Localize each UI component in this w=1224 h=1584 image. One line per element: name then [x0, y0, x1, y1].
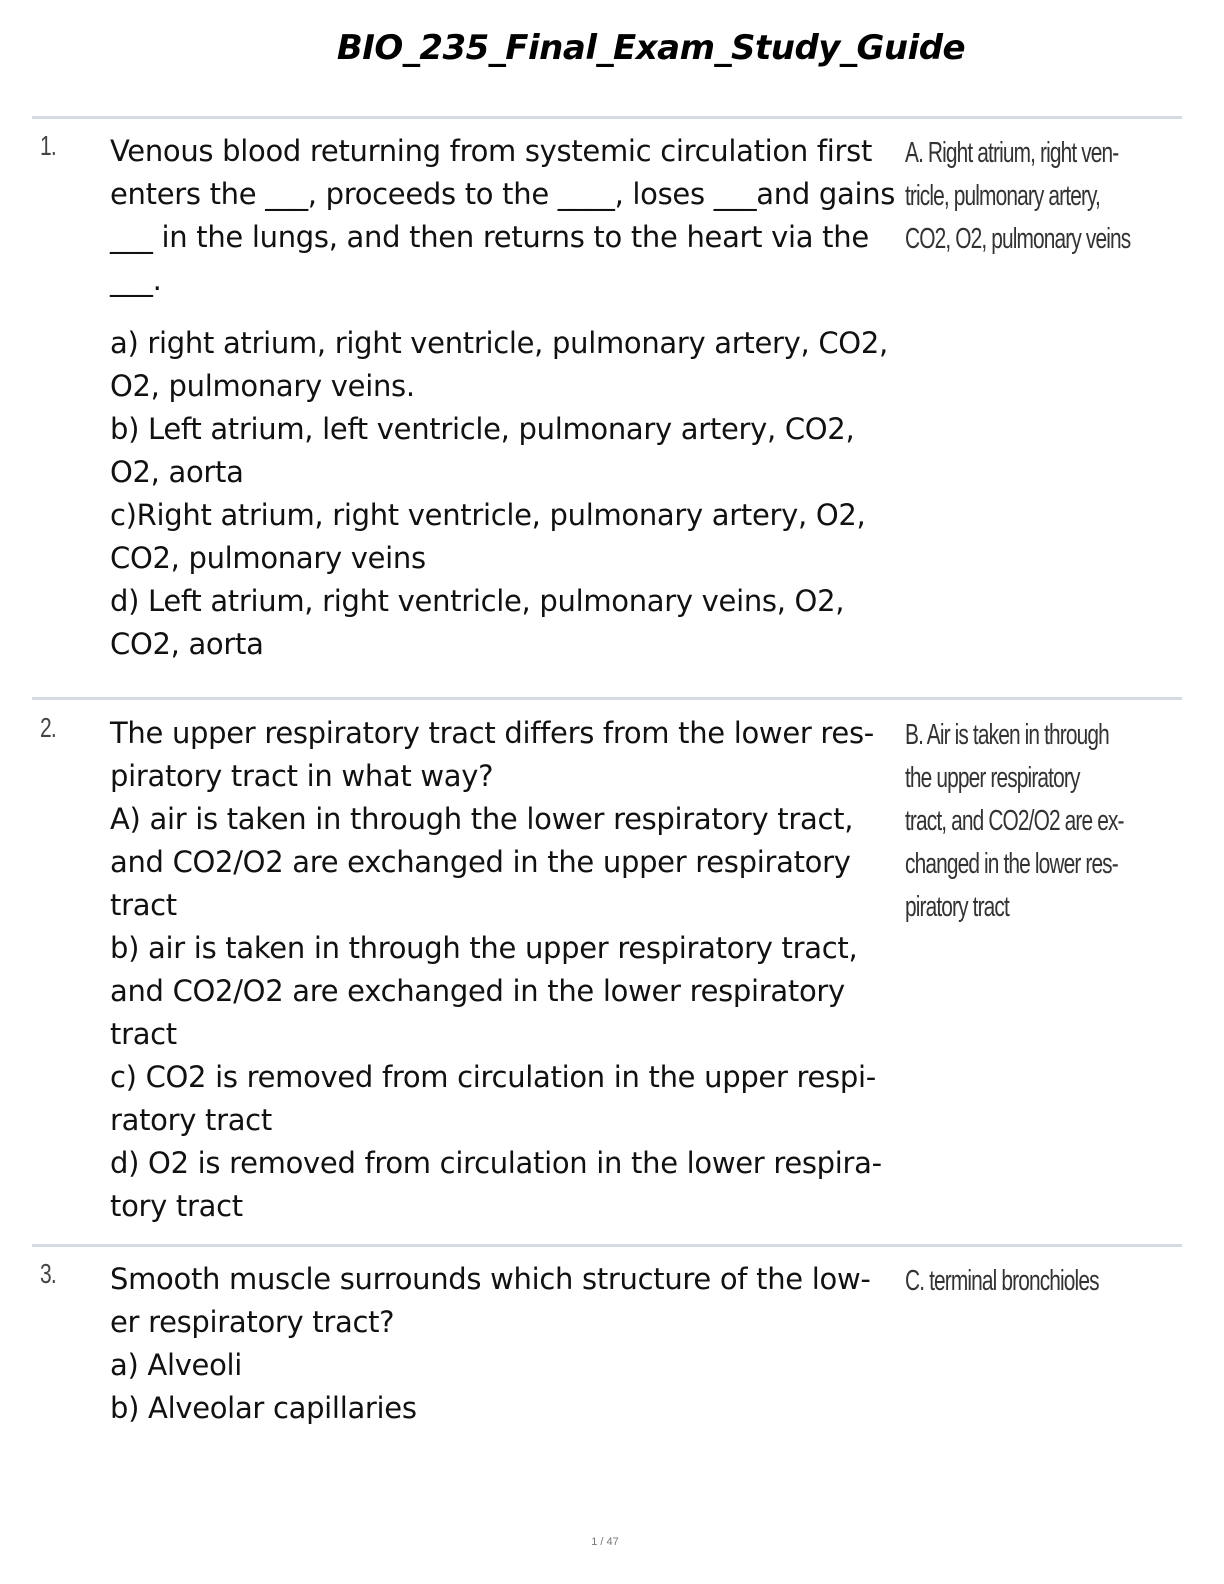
card-number: 1. [40, 130, 57, 161]
option-line: CO2, aorta [110, 627, 264, 661]
question-line: and CO2/O2 are exchanged in the upper respiratory [110, 845, 851, 879]
question-line: and CO2/O2 are exchanged in the lower respiratory [110, 974, 845, 1008]
question-line: ratory tract [110, 1103, 272, 1137]
answer-line: the upper respiratory [905, 762, 1080, 794]
document-title: BIO_235_Final_Exam_Study_Guide [336, 28, 966, 68]
answer-line: CO2, O2, pulmonary veins [905, 223, 1131, 255]
question-line: A) air is taken in through the lower respiratory tract, [110, 802, 854, 836]
answer-line: A. Right atrium, right ven- [905, 137, 1119, 169]
answer-line: changed in the lower res- [905, 848, 1118, 880]
question-line: The upper respiratory tract differs from the lower res- [110, 716, 874, 750]
option-line: d) Left atrium, right ventricle, pulmonary veins, O2, [110, 584, 845, 618]
answer-line: piratory tract [905, 891, 1009, 923]
answer-text [905, 1260, 1164, 1303]
question-line: tory tract [110, 1189, 243, 1223]
card-number: 2. [40, 712, 57, 743]
question-text [110, 1258, 900, 1430]
question-text [110, 712, 900, 1228]
divider [32, 697, 1182, 700]
answer-line: C. terminal bronchioles [905, 1265, 1099, 1297]
option-line: b) Left atrium, left ventricle, pulmonary artery, CO2, [110, 412, 855, 446]
question-line: tract [110, 1017, 177, 1051]
divider [32, 116, 1182, 119]
question-line: a) Alveoli [110, 1348, 243, 1382]
question-line: Venous blood returning from systemic circulation first [110, 134, 873, 168]
question-line: ___ in the lungs, and then returns to the heart via the [110, 220, 869, 254]
question-line: tract [110, 888, 177, 922]
card-number: 3. [40, 1258, 57, 1289]
answer-line: tricle, pulmonary artery, [905, 180, 1101, 212]
page-indicator: 1 / 47 [591, 1536, 619, 1548]
option-line: a) right atrium, right ventricle, pulmonary artery, CO2, [110, 326, 888, 360]
question-text [110, 130, 900, 666]
answer-text [905, 132, 1164, 261]
question-line: Smooth muscle surrounds which structure of the low- [110, 1262, 871, 1296]
divider [32, 1244, 1182, 1247]
question-line: enters the ___, proceeds to the ____, loses ___and gains [110, 177, 896, 211]
option-line: CO2, pulmonary veins [110, 541, 426, 575]
option-line: O2, pulmonary veins. [110, 369, 415, 403]
option-line: c)Right atrium, right ventricle, pulmonary artery, O2, [110, 498, 866, 532]
answer-text [905, 714, 1164, 929]
question-line: er respiratory tract? [110, 1305, 395, 1339]
answer-line: tract, and CO2/O2 are ex- [905, 805, 1124, 837]
question-line: piratory tract in what way? [110, 759, 494, 793]
question-line: b) Alveolar capillaries [110, 1391, 417, 1425]
question-line: c) CO2 is removed from circulation in the upper respi- [110, 1060, 876, 1094]
question-line: d) O2 is removed from circulation in the lower respira- [110, 1146, 882, 1180]
question-line: ___. [110, 263, 162, 297]
question-line: b) air is taken in through the upper respiratory tract, [110, 931, 858, 965]
answer-line: B. Air is taken in through [905, 719, 1109, 751]
option-line: O2, aorta [110, 455, 244, 489]
